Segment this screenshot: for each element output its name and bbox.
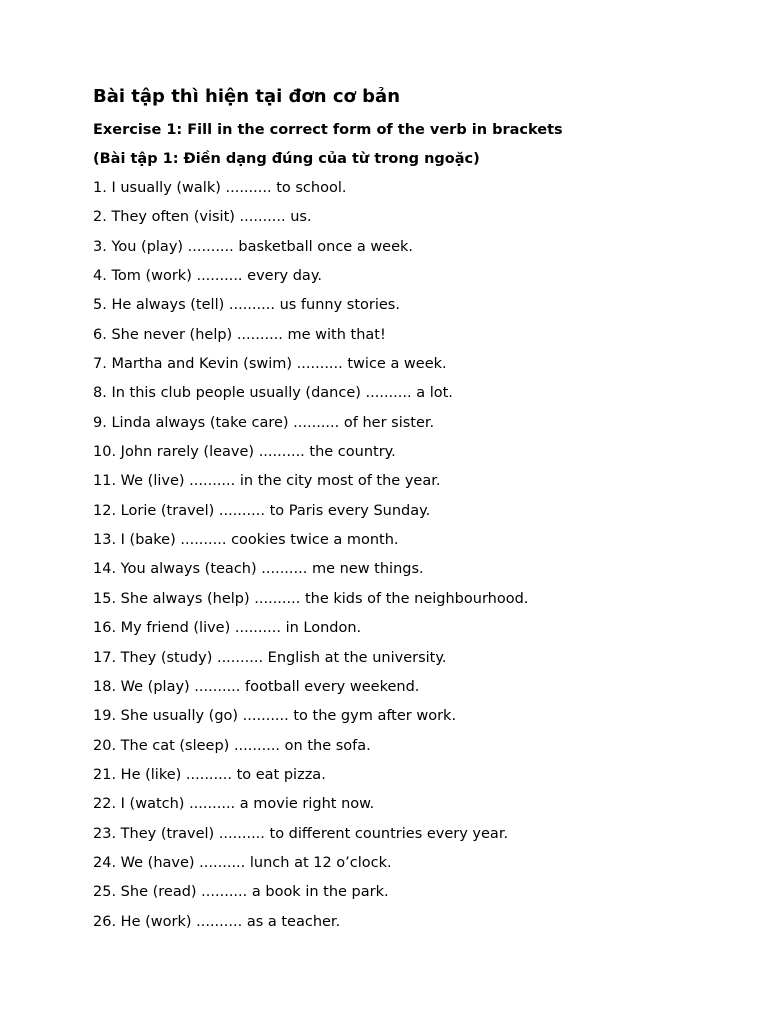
exercise-item: 6. She never (help) .......... me with that!: [93, 326, 386, 343]
exercise-item: 20. The cat (sleep) .......... on the sofa.: [93, 737, 371, 754]
exercise-item: 4. Tom (work) .......... every day.: [93, 268, 322, 285]
exercise-item: 12. Lorie (travel) .......... to Paris every Sunday.: [93, 502, 431, 519]
document-title: Bài tập thì hiện tại đơn cơ bản: [93, 86, 401, 107]
exercise-item: 25. She (read) .......... a book in the park.: [93, 884, 389, 901]
exercise-item: 23. They (travel) .......... to different countries every year.: [93, 825, 509, 842]
exercise-item: 19. She usually (go) .......... to the gym after work.: [93, 708, 457, 725]
exercise-item: 7. Martha and Kevin (swim) .......... twice a week.: [93, 356, 447, 373]
exercise-item: 2. They often (visit) .......... us.: [93, 209, 312, 226]
exercise-item: 24. We (have) .......... lunch at 12 o’clock.: [93, 854, 392, 871]
exercise-item: 9. Linda always (take care) .......... of her sister.: [93, 414, 435, 431]
exercise-item: 8. In this club people usually (dance) .......... a lot.: [93, 385, 453, 402]
exercise-item: 11. We (live) .......... in the city most of the year.: [93, 473, 441, 490]
exercise-item: 1. I usually (walk) .......... to school.: [93, 180, 347, 196]
exercise-heading-vietnamese: (Bài tập 1: Điền dạng đúng của từ trong ngoặc): [93, 151, 480, 167]
exercise-heading: Exercise 1: Fill in the correct form of the verb in brackets: [93, 122, 563, 138]
exercise-item: 16. My friend (live) .......... in London.: [93, 620, 362, 637]
exercise-item: 18. We (play) .......... football every weekend.: [93, 678, 420, 695]
exercise-item: 26. He (work) .......... as a teacher.: [93, 913, 341, 930]
exercise-item: 15. She always (help) .......... the kids of the neighbourhood.: [93, 590, 529, 607]
document-page: [93, 84, 733, 937]
exercise-item: 17. They (study) .......... English at the university.: [93, 649, 447, 666]
exercise-item: 14. You always (teach) .......... me new things.: [93, 561, 424, 578]
exercise-item: 10. John rarely (leave) .......... the country.: [93, 444, 396, 461]
exercise-item: 13. I (bake) .......... cookies twice a month.: [93, 532, 399, 549]
exercise-list: [93, 174, 733, 937]
exercise-item: 21. He (like) .......... to eat pizza.: [93, 766, 326, 783]
exercise-item: 5. He always (tell) .......... us funny stories.: [93, 297, 400, 314]
exercise-item: 22. I (watch) .......... a movie right now.: [93, 796, 375, 813]
exercise-item: 3. You (play) .......... basketball once a week.: [93, 238, 414, 255]
